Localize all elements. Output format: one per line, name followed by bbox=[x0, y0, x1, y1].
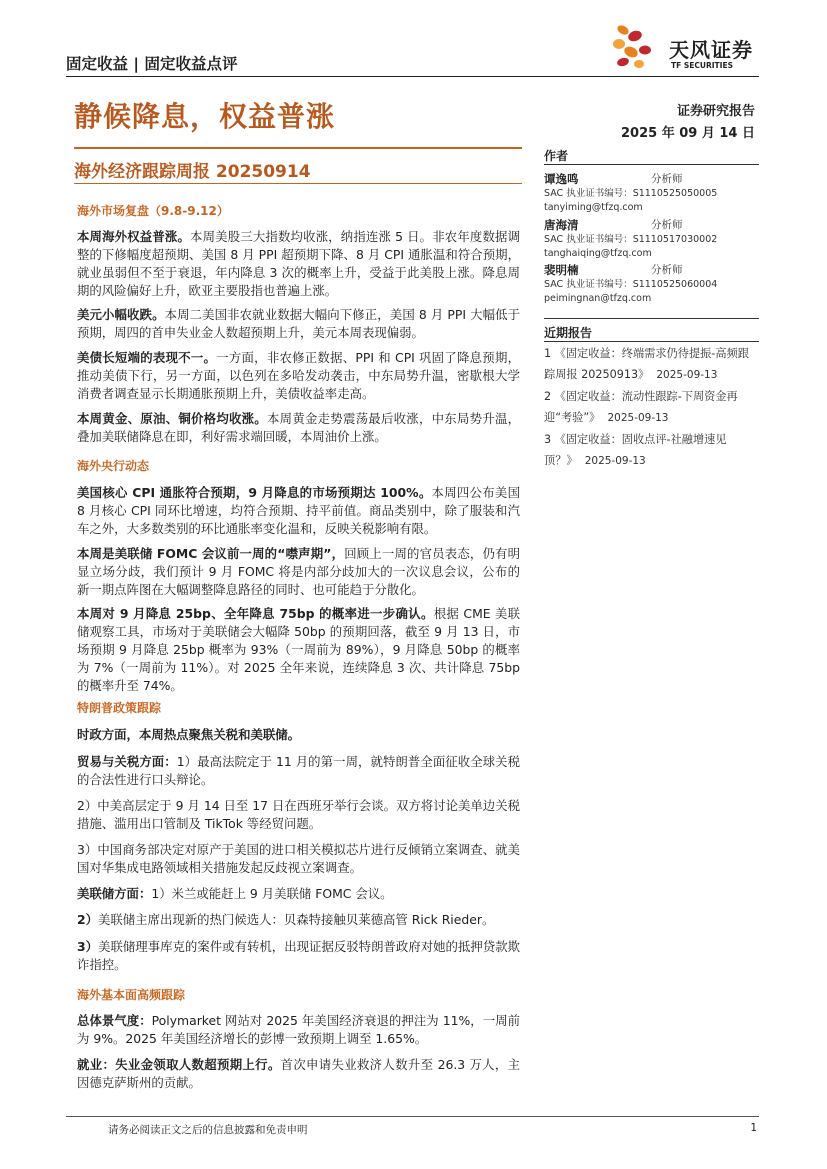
paragraph-text: 首次申请失业救济人数升至 26.3 万人，主因德克萨斯州的贡献。 bbox=[77, 1057, 521, 1090]
paragraph bbox=[77, 228, 520, 300]
recent-report-date: 2025-09-13 bbox=[607, 412, 669, 424]
paragraph bbox=[77, 841, 520, 877]
paragraph bbox=[77, 726, 520, 744]
section-heading: 海外基本面高频跟踪 bbox=[77, 988, 186, 1002]
author-role: 分析师 bbox=[651, 264, 683, 276]
report-type: 证券研究报告 bbox=[676, 104, 755, 119]
paragraph-text: 本周四公布美国 8 月核心 CPI 同环比增速，均符合预期、持平前值。商品类别中，除了服装和汽车之外，大多数类别的环比通胀率变化温和，反映关税影响有限。 bbox=[77, 485, 520, 536]
paragraph-lead: 3） bbox=[77, 939, 99, 954]
paragraph bbox=[77, 753, 520, 789]
section-heading: 海外市场复盘（9.8-9.12） bbox=[77, 204, 229, 218]
author-email[interactable]: peimingnan@tfzq.com bbox=[544, 293, 652, 304]
author-card bbox=[544, 262, 759, 306]
company-logo bbox=[611, 22, 761, 72]
page-number: 1 bbox=[750, 1122, 757, 1134]
recent-report-item[interactable] bbox=[544, 429, 759, 472]
paragraph-text: 3）中国商务部决定对原产于美国的进口相关模拟芯片进行反倾销立案调查、就美国对华集成电路领域相关措施发起反歧视立案调查。 bbox=[77, 842, 520, 875]
author-email[interactable]: tanghaiqing@tfzq.com bbox=[544, 248, 652, 259]
paragraph bbox=[77, 911, 520, 929]
logo-text-cn: 天风证券 bbox=[669, 38, 753, 62]
section-heading: 海外央行动态 bbox=[77, 459, 150, 473]
author-card bbox=[544, 171, 759, 215]
footer-disclaimer: 请务必阅读正文之后的信息披露和免责申明 bbox=[108, 1124, 308, 1136]
paragraph bbox=[77, 1056, 520, 1092]
paragraph bbox=[77, 306, 520, 342]
paragraph bbox=[77, 797, 520, 833]
paragraph-text: 美联储主席出现新的热门候选人：贝森特接触贝莱德高管 Rick Rieder。 bbox=[98, 912, 495, 927]
paragraph bbox=[77, 885, 520, 903]
section-heading: 特朗普政策跟踪 bbox=[77, 701, 162, 715]
paragraph-lead: 贸易与关税方面： bbox=[77, 754, 177, 769]
paragraph bbox=[77, 545, 520, 599]
author-role: 分析师 bbox=[651, 173, 683, 185]
paragraph-text: 本周黄金走势震荡最后收涨，中东局势升温，叠加美联储降息在即，利好需求端回暖，本周油价上涨。 bbox=[77, 411, 521, 444]
subtitle-rule bbox=[74, 183, 522, 184]
footer-rule bbox=[66, 1116, 759, 1117]
recent-report-title[interactable]: 1 《固定收益：终端需求仍待提振-高频跟踪周报 20250913》 bbox=[544, 347, 749, 381]
authors-rule bbox=[544, 164, 759, 165]
authors-heading: 作者 bbox=[544, 149, 569, 163]
author-cert: SAC 执业证书编号：S1110525050005 bbox=[544, 188, 718, 199]
paragraph-lead: 2） bbox=[77, 912, 99, 927]
paragraph-text: 根据 CME 美联储观察工具，市场对于美联储会大幅降 50bp 的预期回落，截至 9 月 13 日，市场预期 9 月降息 25bp 概率为 93%（一周前为 89%），9 月降息 50bp 的概率为 7%（一周前为 11%）。对 2025 全年来说，连续降息 3 次、共计降息 75bp 的概率升至 74%。 bbox=[77, 606, 520, 693]
paragraph-lead: 美联储方面： bbox=[77, 886, 152, 901]
author-name: 裴明楠 bbox=[544, 263, 579, 277]
author-name: 唐海清 bbox=[544, 218, 579, 232]
paragraph-lead: 美债长短端的表现不一。 bbox=[77, 350, 217, 365]
paragraph-text: 1）最高法院定于 11 月的第一周，就特朗普全面征收全球关税的合法性进行口头辩论。 bbox=[77, 754, 521, 787]
logo-mark-icon bbox=[611, 22, 669, 72]
author-card bbox=[544, 217, 759, 261]
paragraph-text: 2）中美高层定于 9 月 14 日至 17 日在西班牙举行会谈。双方将讨论美单边关税措施、滥用出口管制及 TikTok 等经贸问题。 bbox=[77, 798, 520, 831]
author-role: 分析师 bbox=[651, 219, 683, 231]
paragraph-lead: 就业：失业金领取人数超预期上行。 bbox=[77, 1057, 281, 1072]
page-title: 静候降息，权益普涨 bbox=[74, 100, 336, 133]
recent-reports-heading: 近期报告 bbox=[544, 326, 593, 340]
paragraph-lead: 本周黄金、原油、铜价格均收涨。 bbox=[77, 411, 267, 426]
paragraph-text: 本周二美国非农就业数据大幅向下修正，美国 8 月 PPI 大幅低于预期，周四的首申失业金人数超预期上升，美元本周表现偏弱。 bbox=[77, 307, 520, 340]
title-rule bbox=[74, 147, 522, 149]
paragraph-text: 本周美股三大指数均收涨，纳指连涨 5 日。非农年度数据调整的下修幅度超预期、美国 8 月 PPI 超预期下降、8 月 CPI 通胀温和符合预期，就业虽弱但不至于衰退，年内降息 3 次的概率上升，受益于此美股上涨。降息周期的风险偏好上升，欧亚主要股指也普遍上涨。 bbox=[77, 229, 520, 298]
recent-report-item[interactable] bbox=[544, 343, 759, 386]
paragraph bbox=[77, 349, 520, 403]
page-subtitle: 海外经济跟踪周报 20250914 bbox=[74, 162, 311, 182]
paragraph-lead: 总体景气度： bbox=[77, 1013, 152, 1028]
recent-report-date: 2025-09-13 bbox=[656, 369, 718, 381]
paragraph bbox=[77, 410, 520, 446]
logo-text-en: TF SECURITIES bbox=[671, 61, 733, 70]
report-category: 固定收益 | 固定收益点评 bbox=[66, 55, 238, 73]
paragraph bbox=[77, 484, 520, 538]
recent-top-rule bbox=[544, 318, 759, 319]
paragraph-lead: 美国核心 CPI 通胀符合预期，9 月降息的市场预期达 100%。 bbox=[77, 485, 432, 500]
recent-rule bbox=[544, 341, 759, 342]
paragraph-text: 一方面，非农修正数据、PPI 和 CPI 巩固了降息预期，推动美债下行，另一方面，以色列在多哈发动袭击，中东局势升温，密歇根大学消费者调查显示长期通胀预期上升，美债收益率走高。 bbox=[77, 350, 520, 401]
recent-report-title[interactable]: 2 《固定收益：流动性跟踪-下周资金再迎“考验”》 bbox=[544, 390, 738, 424]
paragraph bbox=[77, 605, 520, 695]
paragraph-lead: 美元小幅收跌。 bbox=[77, 307, 165, 322]
author-cert: SAC 执业证书编号：S1110517030002 bbox=[544, 234, 718, 245]
paragraph-lead: 本周海外权益普涨。 bbox=[77, 229, 191, 244]
author-email[interactable]: tanyiming@tfzq.com bbox=[544, 202, 643, 213]
paragraph bbox=[77, 938, 520, 974]
paragraph-text: 1）米兰或能赶上 9 月美联储 FOMC 会议。 bbox=[151, 886, 393, 901]
recent-report-title[interactable]: 3 《固定收益：固收点评-社融增速见顶？》 bbox=[544, 433, 727, 467]
paragraph-text: Polymarket 网站对 2025 年美国经济衰退的押注为 11%，一周前为 9%。2025 年美国经济增长的彭博一致预期上调至 1.65%。 bbox=[77, 1013, 521, 1046]
paragraph bbox=[77, 1012, 520, 1048]
recent-report-item[interactable] bbox=[544, 386, 759, 429]
paragraph-lead: 本周对 9 月降息 25bp、全年降息 75bp 的概率进一步确认。 bbox=[77, 606, 434, 621]
recent-report-date: 2025-09-13 bbox=[584, 455, 646, 467]
paragraph-lead: 时政方面，本周热点聚焦关税和美联储。 bbox=[77, 727, 301, 742]
paragraph-text: 美联储理事库克的案件或有转机，出现证据反驳特朗普政府对她的抵押贷款欺诈指控。 bbox=[77, 939, 521, 972]
paragraph-lead: 本周是美联储 FOMC 会议前一周的“噤声期”， bbox=[77, 546, 345, 561]
header-rule bbox=[66, 76, 759, 77]
author-name: 谭逸鸣 bbox=[544, 172, 579, 186]
author-cert: SAC 执业证书编号：S1110525060004 bbox=[544, 279, 718, 290]
report-date: 2025 年 09 月 14 日 bbox=[621, 126, 755, 141]
paragraph-text: 回顾上一周的官员表态，仍有明显立场分歧，我们预计 9 月 FOMC 将是内部分歧加大的一次议息会议，公布的新一期点阵图在大幅调整降息路径的同时、也可能趋于分散化。 bbox=[77, 546, 520, 597]
